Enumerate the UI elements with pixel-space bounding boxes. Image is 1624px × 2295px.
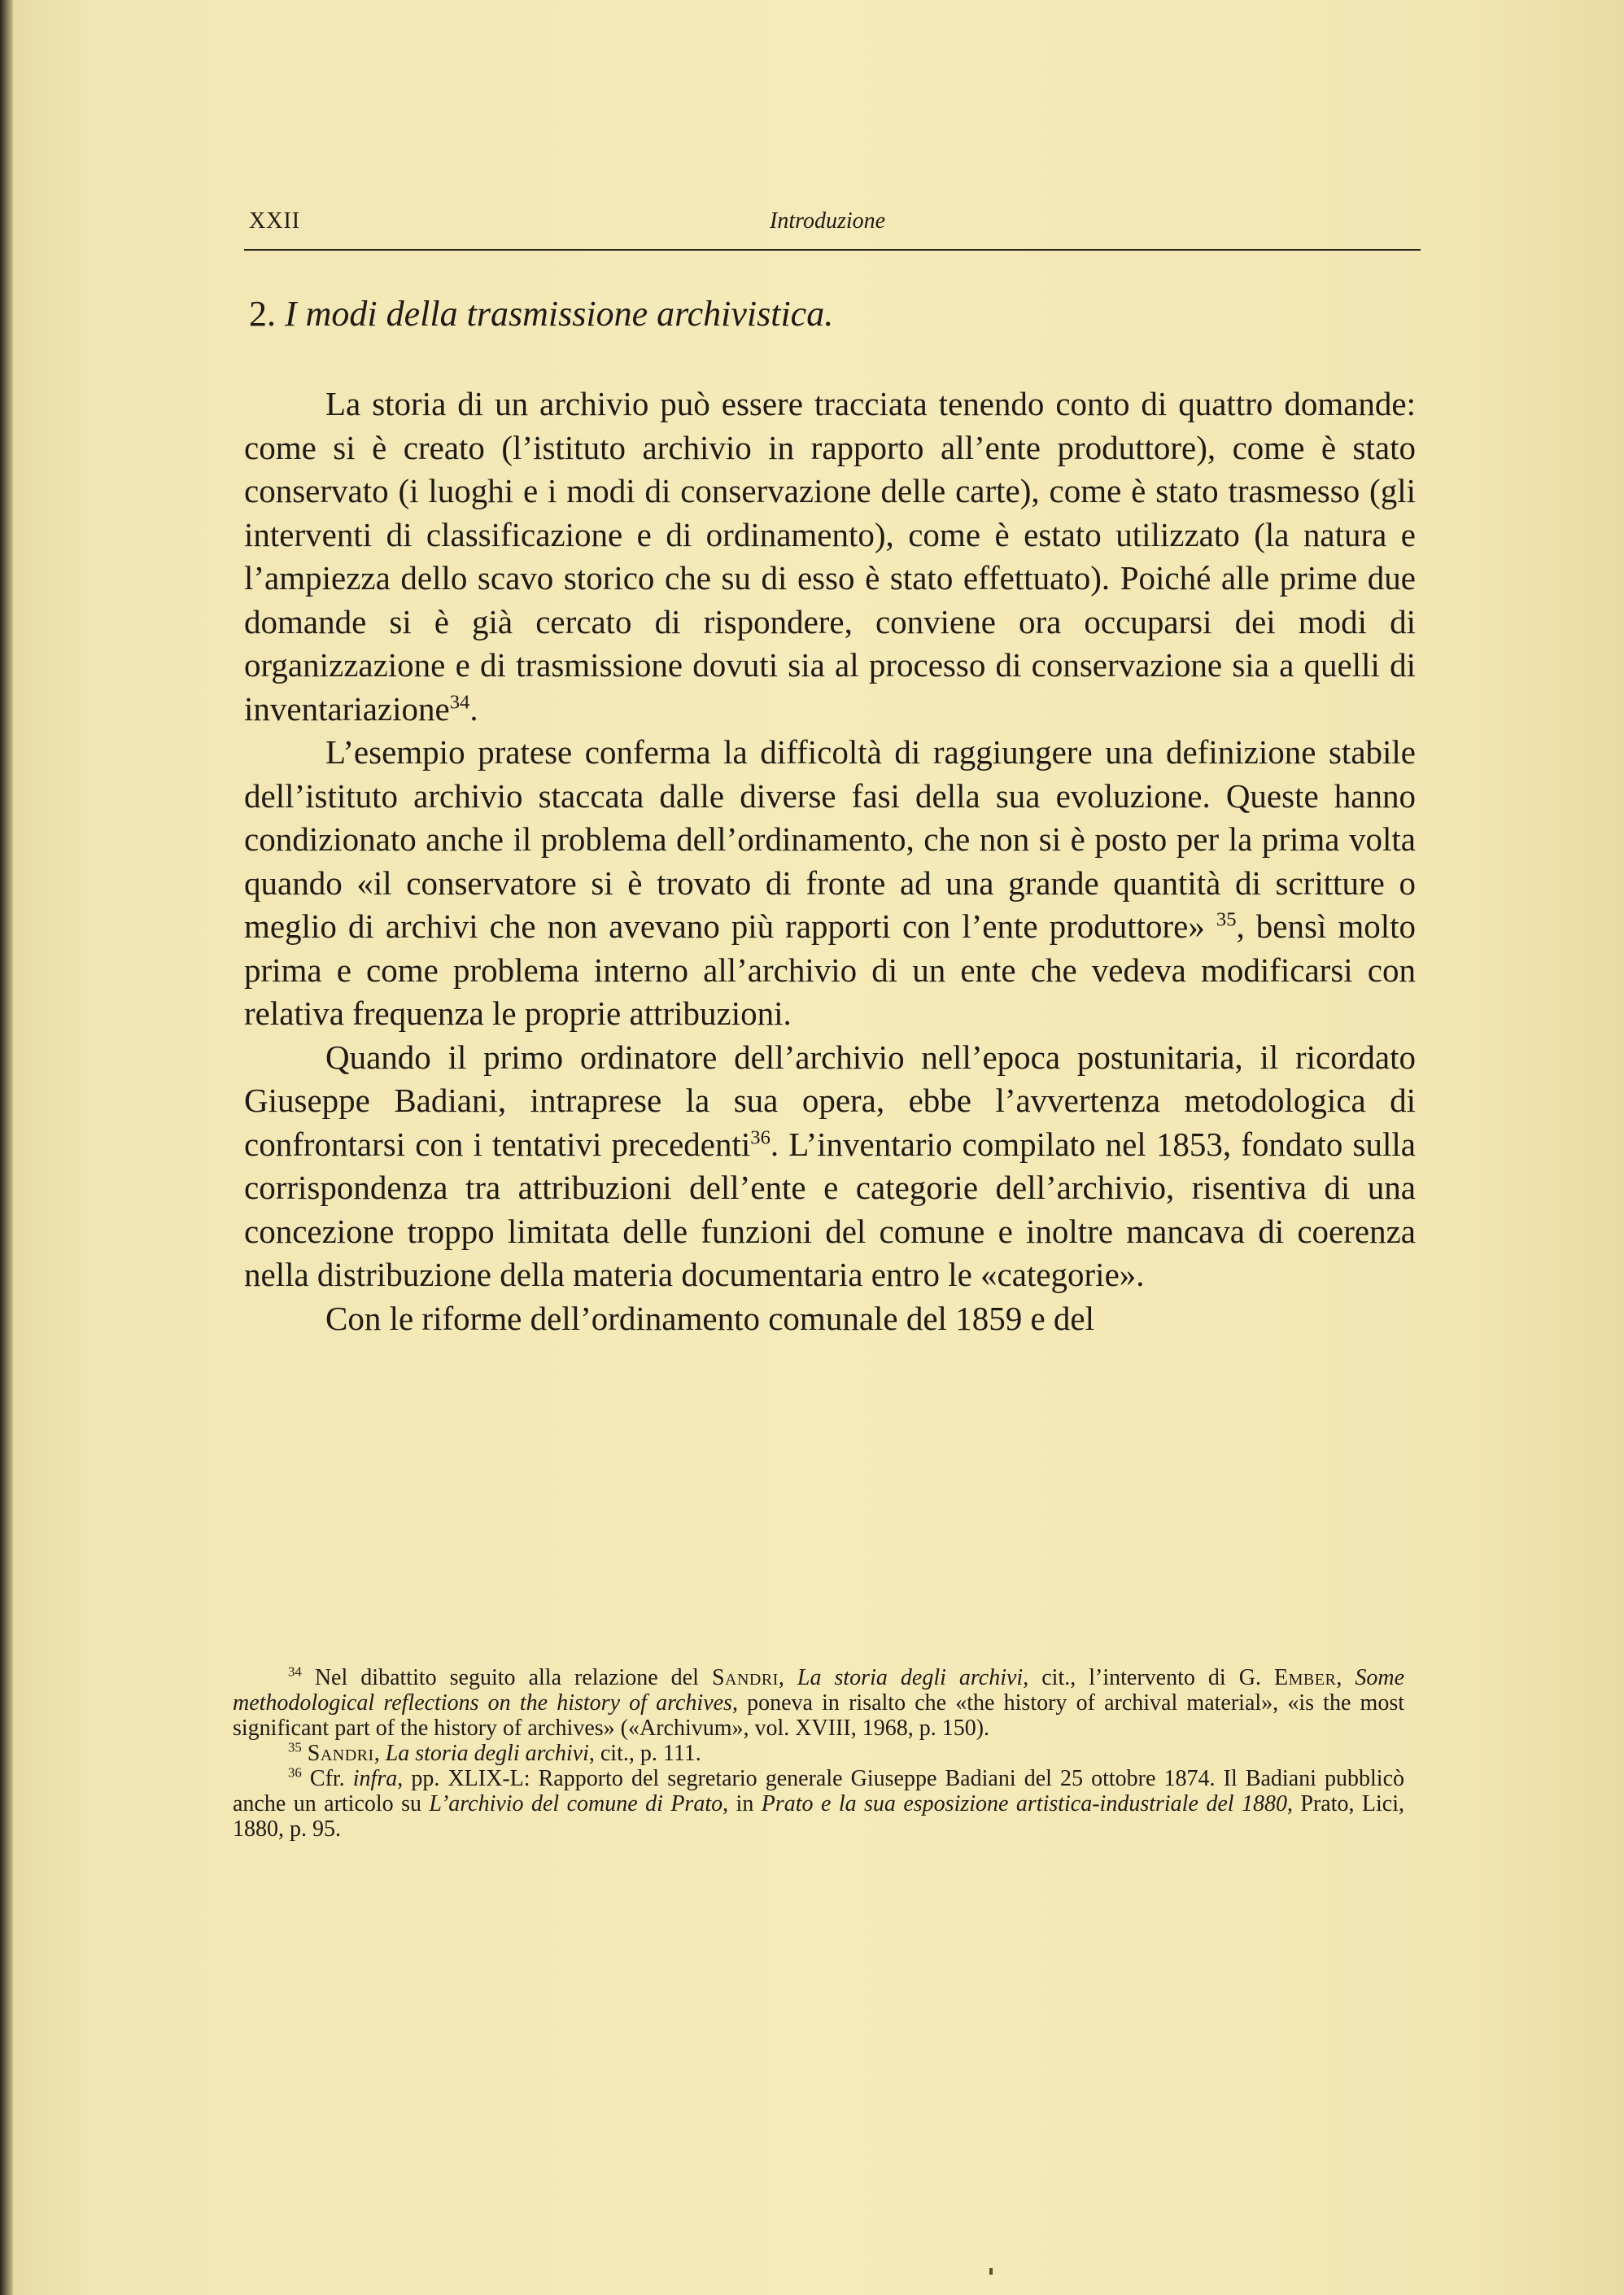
footnote-34-number: 34 [288,1663,302,1680]
footnote-36-infra: infra [352,1766,398,1791]
footnote-34-text: Nel dibattito seguito alla relazione del [314,1665,699,1690]
running-title: Introduzione [770,208,886,234]
footnote-34-text-3: , poneva in risalto che «the history of archival material», «is the most significant part of the history of archives» («Archivum», vol. XVIII, 1968, p. 150). [233,1690,1404,1741]
paragraph-4 [244,1297,1416,1341]
footnote-36-text-2: , in [723,1791,754,1816]
footnote-36-text-3: , Prato, Lici, 1880, p. 95. [233,1791,1405,1842]
paragraph-2 [244,731,1416,1036]
paragraph-4-text: Con le riforme dell’ordinamento comunale del 1859 e del [325,1299,1094,1337]
footnote-ref-36: 36 [750,1126,771,1148]
footnote-36-cfr: Cfr. [309,1766,345,1791]
footnote-35 [233,1741,1404,1766]
footnote-ref-35: 35 [1216,908,1237,931]
section-number: 2. [249,294,276,334]
footnote-34-author-1: Sandri [711,1665,779,1690]
footnote-35-author: Sandri [307,1741,374,1766]
footnote-34 [233,1665,1404,1741]
footnote-36 [233,1766,1404,1842]
footnote-36-number: 36 [288,1764,302,1781]
footnote-34-comma-1: , [778,1665,784,1690]
footnote-36-title-2: Prato e la sua esposizione artistica-industriale del 1880 [761,1791,1287,1816]
paragraph-1-text: La storia di un archivio può essere tracciata tenendo conto di quattro domande: come si è creato (l’istituto archivio in rapporto all’ente produttore), come è stato conservato (i luoghi e i modi di conservazione delle carte), come è stato trasmesso (gli interventi di classificazione e di ordinamento), come è estato utilizzato (la natura e l’ampiezza dello scavo storico che su di esso è stato effettuato). Poiché alle prime due domande si è già cercato di rispondere, conviene ora occuparsi dei modi di organizzazione e di trasmissione dovuti sia al processo di conservazione sia a quelli di inventariazione [244,385,1416,728]
footnote-34-author-2: Ember [1274,1665,1337,1690]
body-text [244,382,1416,1340]
section-heading [249,293,833,334]
footnote-34-comma-2: , [1336,1665,1342,1690]
footnotes [233,1665,1404,1842]
footnote-34-title-1: La storia degli archivi [797,1665,1024,1690]
footnote-36-title-1: L’archivio del comune di Prato [429,1791,723,1816]
footnote-34-text-2: , cit., l’intervento di G. [1023,1665,1261,1690]
section-title: I modi della trasmissione archivistica. [285,294,834,334]
paragraph-3-end: . L’inventario compilato nel 1853, fondato sulla corrispondenza tra attribuzioni dell’ente e categorie dell’archivio, risentiva di una concezione troppo limitata delle funzioni del comune e inoltre mancava di coerenza nella distribuzione della materia documentaria entro le «categorie». [244,1125,1416,1293]
printer-mark [989,2268,993,2275]
paragraph-1 [244,382,1416,731]
footnote-35-comma: , [373,1741,380,1766]
footnote-ref-34: 34 [449,690,470,713]
footnote-35-number: 35 [288,1739,302,1755]
paragraph-1-end: . [469,689,478,728]
book-spine-shadow [0,0,13,2295]
header-rule [244,249,1421,251]
page-number: XXII [249,208,301,234]
page-header [249,208,1421,241]
paragraph-2-text: L’esempio pratese conferma la difficoltà di raggiungere una definizione stabile dell’istituto archivio staccata dalle diverse fasi della sua evoluzione. Queste hanno condizionato anche il problema dell’ordinamento, che non si è posto per la prima volta quando «il conservatore si è trovato di fronte ad una grande quantità di scritture o meglio di archivi che non avevano più rapporti con l’ente produttore» [244,733,1416,945]
paragraph-2-end: , bensì molto prima e come problema interno all’archivio di un ente che vedeva modificarsi con relativa frequenza le proprie attribuzioni. [244,907,1417,1032]
footnote-36-text: , pp. XLIX-L: Rapporto del segretario generale Giuseppe Badiani del 25 ottobre 1874. Il Badiani pubblicò anche un articolo su [233,1766,1405,1816]
paragraph-3 [244,1036,1416,1297]
footnote-35-text: , cit., p. 111. [588,1741,701,1766]
footnote-35-title: La storia degli archivi [385,1741,589,1766]
paragraph-3-text: Quando il primo ordinatore dell’archivio nell’epoca postunitaria, il ricordato Giuseppe Badiani, intraprese la sua opera, ebbe l’avvertenza metodologica di confrontarsi con i tentativi precedenti [244,1038,1416,1163]
footnote-34-title-2: Some methodological reflections on the history of archives [233,1665,1405,1716]
